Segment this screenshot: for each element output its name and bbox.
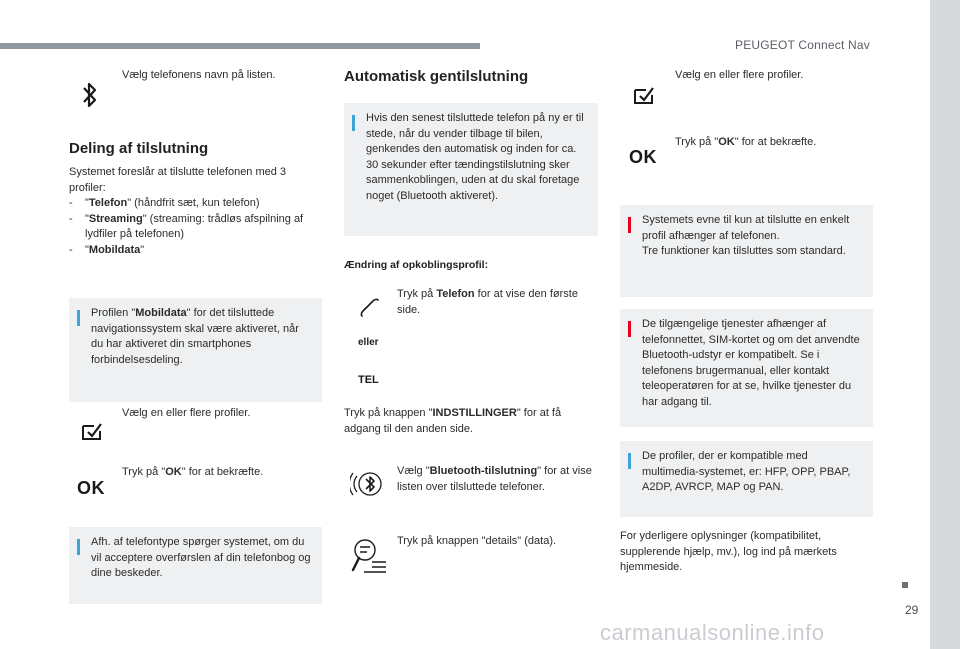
warning-note-single-profile bbox=[620, 205, 873, 297]
info-marker bbox=[77, 310, 80, 326]
details-list-icon bbox=[350, 536, 388, 576]
profiles-intro: Systemet foreslår at tilslutte telefonen med 3 profiler: bbox=[69, 166, 287, 194]
tel-icon: TEL bbox=[358, 374, 379, 386]
info-note-compatible-profiles bbox=[620, 441, 873, 517]
or-label: eller bbox=[358, 337, 379, 348]
more-info-text: For yderligere oplysninger (kompatibilitet, supplerende hjælp, mv.), log ind på mærkets hjemmeside. bbox=[620, 530, 837, 573]
select-profiles-text: Vælg en eller flere profiler. bbox=[675, 69, 804, 81]
profile-list bbox=[69, 196, 319, 258]
press-settings-text: Tryk på knappen "INDSTILLINGER" for at få adgang til den anden side. bbox=[344, 407, 562, 435]
info-note-reconnect bbox=[344, 103, 598, 236]
info-marker bbox=[352, 115, 355, 131]
warning-note-text: Systemets evne til kun at tilslutte en enkelt profil afhænger af telefonen. Tre funktioner kan tilsluttes som standard. bbox=[642, 214, 850, 257]
list-item: - "Streaming" (streaming: trådløs afspilning af lydfiler på telefonen) bbox=[69, 212, 319, 243]
select-phone-text: Vælg telefonens navn på listen. bbox=[122, 69, 276, 81]
warning-note-text: De tilgængelige tjenester afhænger af telefonnettet, SIM-kortet og om det anvendte Bluetooth-udstyr er kompatibelt. Se i telefonens brugermanual, eller kontakt teleoperatøren for at se, hvilke tjenester du har adgang til. bbox=[642, 318, 860, 408]
phone-handset-icon bbox=[358, 296, 382, 320]
bluetooth-icon bbox=[80, 80, 100, 110]
checkbox-icon bbox=[80, 420, 104, 442]
warning-marker bbox=[628, 217, 631, 233]
info-marker bbox=[628, 453, 631, 469]
list-item: - "Telefon" (håndfrit sæt, kun telefon) bbox=[69, 196, 319, 212]
info-note-text: Hvis den senest tilsluttede telefon på ny er til stede, når du vender tilbage til bilen, genkendes den automatisk og inden for ca. 30 sekunder efter tændingstilslutning sker sammenkoblingen, uden at du skal foretage noget (Bluetooth aktiveret). bbox=[366, 112, 584, 202]
list-item: - "Mobildata" bbox=[69, 243, 319, 259]
warning-note-services bbox=[620, 309, 873, 427]
ok-icon: OK bbox=[77, 478, 105, 498]
select-bt-text: Vælg "Bluetooth-tilslutning" for at vise listen over tilsluttede telefoner. bbox=[397, 465, 592, 493]
header-title: PEUGEOT Connect Nav bbox=[735, 38, 870, 52]
ok-icon: OK bbox=[629, 147, 657, 167]
press-telefon-text: Tryk på Telefon for at vise den første side. bbox=[397, 288, 578, 316]
continue-marker bbox=[902, 582, 908, 588]
info-marker bbox=[77, 539, 80, 555]
info-note-text: De profiler, der er kompatible med multimedia-systemet, er: HFP, OPP, PBAP, A2DP, AVRCP, MAP og PAN. bbox=[642, 450, 851, 493]
header-bar bbox=[0, 43, 480, 49]
profile-change-heading: Ændring af opkoblingsprofil: bbox=[344, 259, 489, 271]
select-profiles-text: Vælg en eller flere profiler. bbox=[122, 407, 251, 419]
info-note-text: Afh. af telefontype spørger systemet, om du vil acceptere overførslen af din telefonbog og dine beskeder. bbox=[91, 536, 311, 579]
press-details-text: Tryk på knappen "details" (data). bbox=[397, 535, 557, 547]
info-note-phonebook bbox=[69, 527, 322, 604]
page-number: 29 bbox=[905, 603, 919, 617]
info-note-text: Profilen "Mobildata" for det tilsluttede navigationssystem skal være aktiveret, når du har aktiveret din smartphones forbindelsesdeling. bbox=[91, 307, 299, 366]
info-note-mobildata bbox=[69, 298, 322, 402]
bluetooth-signal-icon bbox=[350, 466, 386, 502]
checkbox-icon bbox=[632, 84, 656, 106]
section-title-auto: Automatisk gentilslutning bbox=[344, 68, 529, 85]
warning-marker bbox=[628, 321, 631, 337]
watermark: carmanualsonline.info bbox=[600, 620, 825, 645]
press-ok-text: Tryk på "OK" for at bekræfte. bbox=[675, 136, 817, 148]
press-ok-text: Tryk på "OK" for at bekræfte. bbox=[122, 466, 264, 478]
page-edge-strip bbox=[930, 0, 960, 649]
section-title-deling: Deling af tilslutning bbox=[69, 140, 209, 157]
